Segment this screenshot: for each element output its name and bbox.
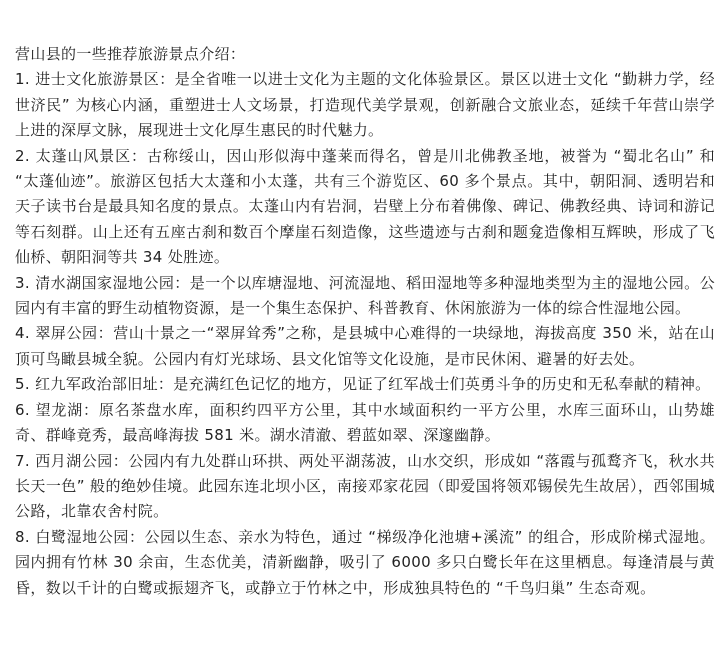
list-item-8: 8. 白鹭湿地公园：公园以生态、亲水为特色，通过 “梯级净化池塘+溪流” 的组合，形成阶梯式湿地。园内拥有竹林 30 余亩，生态优美，清新幽静，吸引了 6000 多只白鹭长年在这里栖息。每逢清晨与黄昏，数以千计的白鹭或振翅齐飞，或静立于竹林之中，形成独具特色的 “千鸟归巢” 生态奇观。 (15, 527, 715, 597)
document-body (15, 42, 715, 601)
list-item-7: 7. 西月湖公园：公园内有九处群山环拱、两处平湖荡波，山水交织，形成如 “落霞与孤鹜齐飞，秋水共长天一色” 般的绝妙佳境。此园东连北坝小区，南接邓家花园（即爱国将领邓锡侯先生故居），西邻围城公路，北靠农舍村院。 (15, 451, 715, 521)
list-item-5: 5. 红九军政治部旧址：是充满红色记忆的地方，见证了红军战士们英勇斗争的历史和无私奉献的精神。 (15, 375, 711, 394)
intro-line: 营山县的一些推荐旅游景点介绍： (15, 45, 246, 63)
list-item-4: 4. 翠屏公园：营山十景之一“翠屏耸秀”之称，是县城中心难得的一块绿地，海拔高度 350 米，站在山顶可鸟瞰县城全貌。公园内有灯光球场、县文化馆等文化设施，是市民休闲、避暑的好去处。 (15, 324, 715, 368)
list-item-6: 6. 望龙湖：原名茶盘水库，面积约四平方公里，其中水域面积约一平方公里，水库三面环山，山势雄奇、群峰竟秀，最高峰海拔 581 米。湖水清澈、碧蓝如翠、深邃幽静。 (15, 400, 715, 445)
list-item-3: 3. 清水湖国家湿地公园：是一个以库塘湿地、河流湿地、稻田湿地等多种湿地类型为主的湿地公园。公园内有丰富的野生动植物资源，是一个集生态保护、科普教育、休闲旅游为一体的综合性湿地公园。 (15, 273, 715, 318)
list-item-2: 2. 太蓬山风景区：古称绥山，因山形似海中蓬莱而得名，曾是川北佛教圣地，被誉为 “蜀北名山” 和 “太蓬仙迹”。旅游区包括大太蓬和小太蓬，共有三个游览区、60 多个景点。其中，朝阳洞、透明岩和天子读书台是最具知名度的景点。太蓬山内有岩洞，岩壁上分布着佛像、碑记、佛教经典、诗词和游记等石刻群。山上还有五座古刹和数百个摩崖石刻造像，这些遗迹与古刹和题龛造像相互辉映，形成了飞仙桥、朝阳洞等共 34 处胜迹。 (15, 146, 715, 267)
list-item-1: 1. 进士文化旅游景区：是全省唯一以进士文化为主题的文化体验景区。景区以进士文化 “勤耕力学，经世济民” 为核心内涵，重塑进士人文场景，打造现代美学景观，创新融合文旅业态，延续千年营山崇学上进的深厚文脉，展现进士文化厚生惠民的时代魅力。 (15, 70, 715, 140)
